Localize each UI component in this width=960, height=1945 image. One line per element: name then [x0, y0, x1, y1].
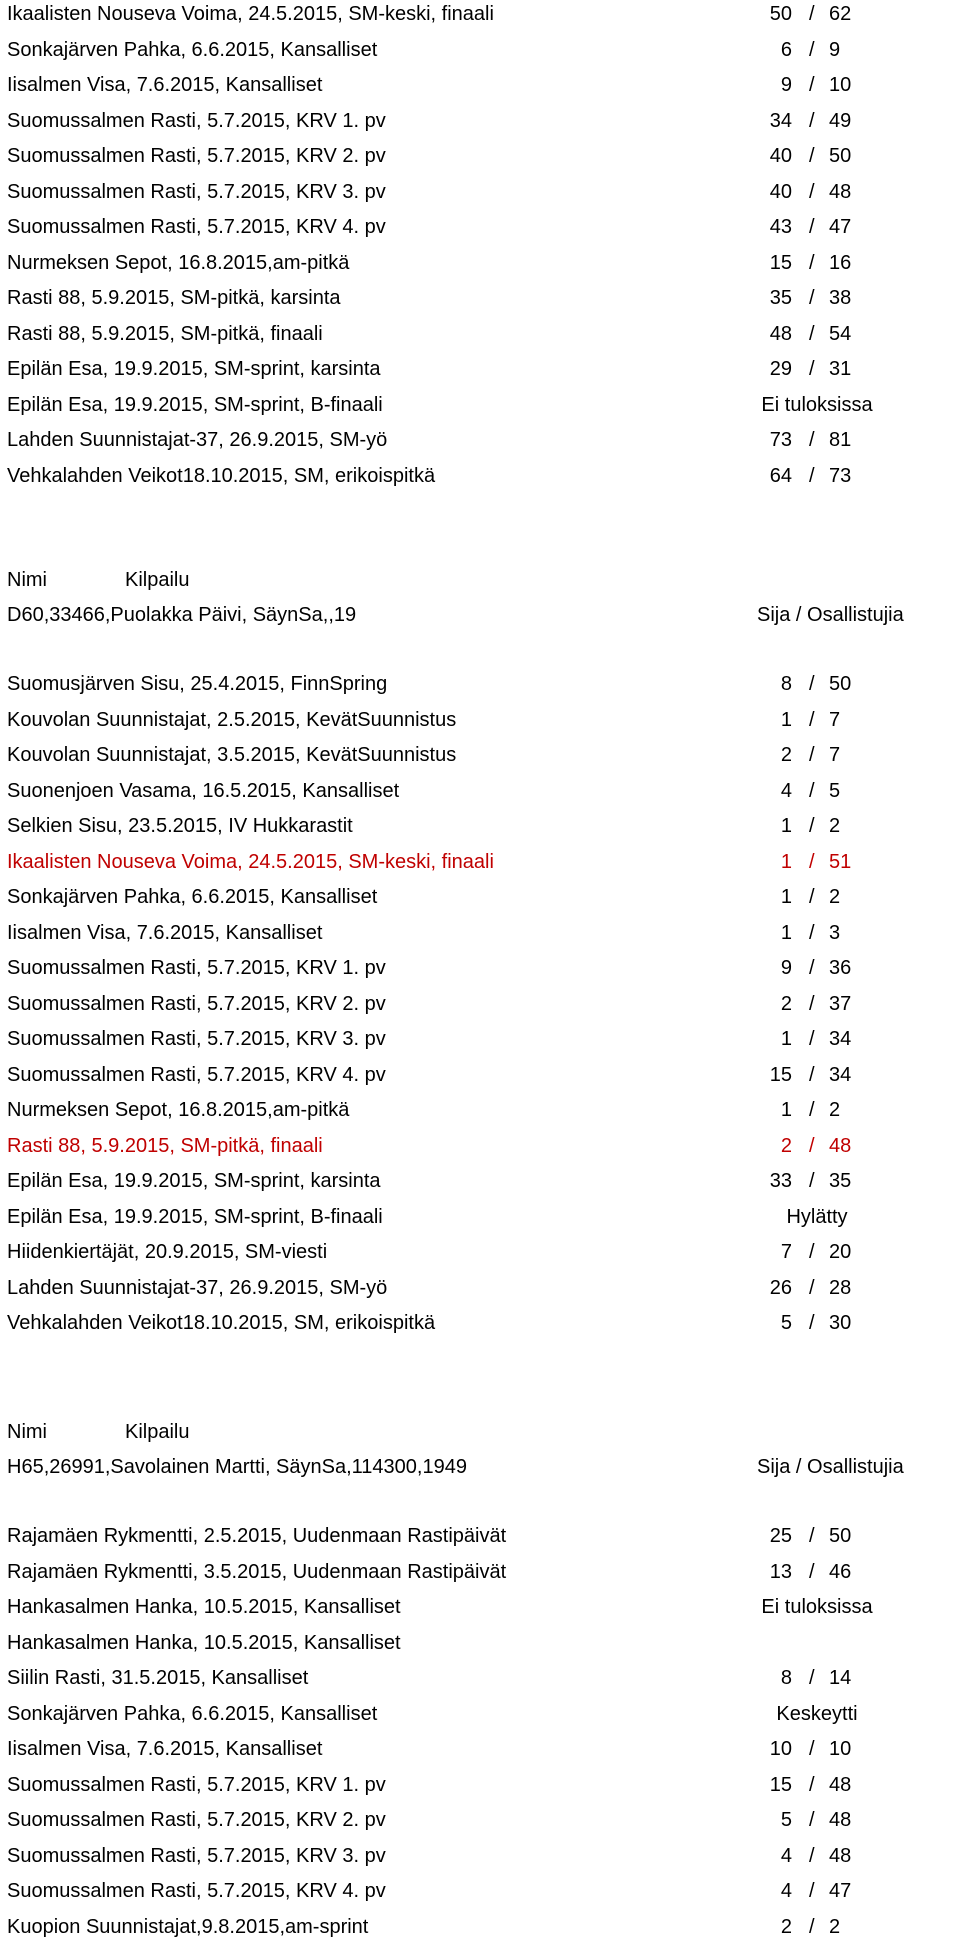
- separator: /: [809, 992, 815, 1015]
- competition-name: Suomussalmen Rasti, 5.7.2015, KRV 3. pv: [7, 1028, 386, 1050]
- participants: 9: [829, 38, 841, 61]
- separator: /: [809, 1880, 815, 1902]
- competition-name: Rasti 88, 5.9.2015, SM-pitkä, karsinta: [7, 287, 341, 309]
- result-row: [7, 352, 957, 387]
- result-row: [7, 1697, 957, 1732]
- placement: 4: [780, 1880, 792, 1902]
- separator: /: [809, 1525, 815, 1547]
- competition-name: Suomussalmen Rasti, 5.7.2015, KRV 1. pv: [7, 1773, 386, 1796]
- placement: 50: [769, 3, 792, 25]
- separator: /: [809, 74, 815, 96]
- separator: /: [809, 708, 815, 731]
- result-status: Ei tuloksissa: [761, 393, 873, 416]
- participants: 34: [829, 1028, 852, 1050]
- result-row: [7, 1058, 957, 1093]
- result-row: [7, 1271, 957, 1306]
- placement: 5: [780, 1809, 792, 1831]
- result-row: [7, 1768, 957, 1803]
- separator: /: [809, 429, 815, 451]
- placement: 10: [769, 1738, 792, 1760]
- separator: /: [795, 1456, 802, 1478]
- competition-name: Suonenjoen Vasama, 16.5.2015, Kansalliset: [7, 779, 400, 802]
- result-value: [747, 1555, 887, 1590]
- competition-name: Rasti 88, 5.9.2015, SM-pitkä, finaali: [7, 1134, 323, 1157]
- participants: 49: [829, 109, 852, 132]
- result-row: [7, 1874, 957, 1909]
- separator: /: [809, 1560, 815, 1583]
- result-row: [7, 33, 957, 68]
- competition-name: Ikaalisten Nouseva Voima, 24.5.2015, SM-keski, finaali: [7, 850, 494, 873]
- separator: /: [809, 216, 815, 238]
- result-value: [747, 916, 887, 951]
- participants: 10: [829, 1738, 852, 1760]
- separator: /: [809, 1773, 815, 1796]
- sija-label: Sija: [757, 1456, 791, 1478]
- result-row: [7, 1661, 957, 1696]
- participants: 47: [829, 216, 852, 238]
- competition-name: Suomussalmen Rasti, 5.7.2015, KRV 4. pv: [7, 1063, 386, 1086]
- separator: /: [809, 464, 815, 487]
- placement: 15: [769, 1773, 792, 1796]
- result-status: Hylätty: [786, 1205, 848, 1228]
- participants: 48: [829, 1134, 852, 1157]
- result-row: [7, 281, 957, 316]
- result-row: [7, 1839, 957, 1874]
- placement: 73: [769, 429, 792, 451]
- result-value: [747, 1306, 887, 1341]
- result-row: [7, 1590, 957, 1625]
- competition-name: Nurmeksen Sepot, 16.8.2015,am-pitkä: [7, 251, 350, 274]
- competition-name: Suomussalmen Rasti, 5.7.2015, KRV 1. pv: [7, 109, 386, 132]
- participants: 38: [829, 287, 852, 309]
- result-value: [747, 667, 887, 702]
- sija-osallistujia-header: [757, 598, 904, 633]
- separator: /: [809, 322, 815, 345]
- participants: 10: [829, 74, 852, 96]
- result-value: [747, 1235, 887, 1270]
- result-value: [747, 1058, 887, 1093]
- result-value: [747, 1874, 887, 1909]
- competition-name: Iisalmen Visa, 7.6.2015, Kansalliset: [7, 74, 323, 96]
- participants: 5: [829, 779, 841, 802]
- participants: 2: [829, 815, 841, 837]
- competition-name: Suomussalmen Rasti, 5.7.2015, KRV 1. pv: [7, 957, 386, 979]
- result-value: [747, 1661, 887, 1696]
- competition-name: Siilin Rasti, 31.5.2015, Kansalliset: [7, 1667, 309, 1689]
- separator: /: [809, 1241, 815, 1263]
- result-value: [747, 423, 887, 458]
- result-row: [7, 210, 957, 245]
- separator: /: [809, 850, 815, 873]
- participants: 2: [829, 886, 841, 908]
- competition-name: Suomussalmen Rasti, 5.7.2015, KRV 3. pv: [7, 1844, 386, 1867]
- result-row: [7, 1235, 957, 1270]
- separator: /: [809, 358, 815, 380]
- result-row: [7, 1626, 957, 1661]
- competition-name: Sonkajärven Pahka, 6.6.2015, Kansalliset: [7, 886, 378, 908]
- participants: 31: [829, 358, 852, 380]
- result-value: [747, 1200, 887, 1235]
- result-value: [747, 68, 887, 103]
- result-row: [7, 845, 957, 880]
- result-row: [7, 1519, 957, 1554]
- participants: 30: [829, 1312, 852, 1334]
- separator: /: [809, 1809, 815, 1831]
- placement: 13: [769, 1560, 792, 1583]
- result-status: Keskeytti: [776, 1702, 858, 1725]
- result-value: [747, 1022, 887, 1057]
- competition-name: Kouvolan Suunnistajat, 2.5.2015, KevätSuunnistus: [7, 708, 457, 731]
- competition-name: Suomussalmen Rasti, 5.7.2015, KRV 4. pv: [7, 216, 386, 238]
- participants: 37: [829, 992, 852, 1015]
- result-value: [747, 246, 887, 281]
- participants: 16: [829, 251, 852, 274]
- result-row: [7, 987, 957, 1022]
- result-row: [7, 423, 957, 458]
- placement: 43: [769, 216, 792, 238]
- competition-name: Lahden Suunnistajat-37, 26.9.2015, SM-yö: [7, 1276, 388, 1299]
- result-row: [7, 1803, 957, 1838]
- placement: 2: [780, 992, 792, 1015]
- participants: 48: [829, 1773, 852, 1796]
- result-row: [7, 1910, 957, 1945]
- placement: 1: [780, 708, 792, 731]
- competition-name: Epilän Esa, 19.9.2015, SM-sprint, B-finaali: [7, 1205, 383, 1228]
- separator: /: [809, 957, 815, 979]
- placement: 15: [769, 251, 792, 274]
- competition-name: Sonkajärven Pahka, 6.6.2015, Kansalliset: [7, 38, 378, 61]
- competition-name: Kuopion Suunnistajat,9.8.2015,am-sprint: [7, 1915, 369, 1938]
- result-value: [747, 987, 887, 1022]
- participants: 48: [829, 1844, 852, 1867]
- result-row: [7, 1306, 957, 1341]
- result-value: [747, 1768, 887, 1803]
- participants: 35: [829, 1170, 852, 1192]
- result-row: [7, 738, 957, 773]
- result-row: [7, 880, 957, 915]
- participants: 14: [829, 1667, 852, 1689]
- placement: 9: [780, 957, 792, 979]
- separator: /: [809, 38, 815, 61]
- competition-name: Epilän Esa, 19.9.2015, SM-sprint, B-finaali: [7, 393, 383, 416]
- participants: 48: [829, 180, 852, 203]
- result-value: [747, 281, 887, 316]
- separator: /: [809, 1667, 815, 1689]
- result-row: [7, 388, 957, 423]
- separator: /: [809, 1099, 815, 1121]
- result-value: [747, 1093, 887, 1128]
- placement: 4: [780, 779, 792, 802]
- competition-name: Epilän Esa, 19.9.2015, SM-sprint, karsinta: [7, 1170, 381, 1192]
- placement: 25: [769, 1525, 792, 1547]
- result-value: [747, 459, 887, 494]
- result-value: [747, 1697, 887, 1732]
- competition-name: Selkien Sisu, 23.5.2015, IV Hukkarastit: [7, 815, 353, 837]
- result-value: [747, 1164, 887, 1199]
- nimi-label: Nimi: [7, 1421, 47, 1443]
- placement: 2: [780, 1134, 792, 1157]
- participants: 48: [829, 1809, 852, 1831]
- placement: 1: [780, 886, 792, 908]
- participants: 50: [829, 673, 852, 695]
- result-row: [7, 774, 957, 809]
- result-value: [747, 1271, 887, 1306]
- athlete-info: D60,33466,Puolakka Päivi, SäynSa,,19: [7, 604, 357, 626]
- result-value: [747, 809, 887, 844]
- separator: /: [809, 1276, 815, 1299]
- placement: 26: [769, 1276, 792, 1299]
- placement: 2: [780, 744, 792, 766]
- participants: 47: [829, 1880, 852, 1902]
- result-value: [747, 845, 887, 880]
- kilpailu-label: Kilpailu: [125, 1421, 190, 1443]
- competition-name: Vehkalahden Veikot18.10.2015, SM, erikoispitkä: [7, 464, 436, 487]
- result-value: [747, 175, 887, 210]
- result-value: [747, 703, 887, 738]
- result-value: [747, 139, 887, 174]
- competition-name: Suomussalmen Rasti, 5.7.2015, KRV 2. pv: [7, 992, 386, 1015]
- placement: 48: [769, 322, 792, 345]
- result-value: [747, 1839, 887, 1874]
- competition-name: Rajamäen Rykmentti, 3.5.2015, Uudenmaan Rastipäivät: [7, 1560, 507, 1583]
- result-row: [7, 0, 957, 32]
- result-value: [747, 1803, 887, 1838]
- participants: 7: [829, 708, 841, 731]
- competition-name: Hankasalmen Hanka, 10.5.2015, Kansalliset: [7, 1631, 401, 1654]
- result-status: Ei tuloksissa: [761, 1596, 873, 1618]
- competition-name: Lahden Suunnistajat-37, 26.9.2015, SM-yö: [7, 429, 388, 451]
- placement: 35: [769, 287, 792, 309]
- placement: 9: [780, 74, 792, 96]
- placement: 40: [769, 180, 792, 203]
- participants: 73: [829, 464, 852, 487]
- placement: 4: [780, 1844, 792, 1867]
- separator: /: [795, 604, 802, 626]
- result-row: [7, 317, 957, 352]
- separator: /: [809, 744, 815, 766]
- placement: 15: [769, 1063, 792, 1086]
- participants: 36: [829, 957, 852, 979]
- placement: 64: [769, 464, 792, 487]
- result-value: [747, 388, 887, 423]
- competition-name: Suomussalmen Rasti, 5.7.2015, KRV 2. pv: [7, 145, 386, 167]
- participants: 51: [829, 850, 852, 873]
- competition-name: Suomussalmen Rasti, 5.7.2015, KRV 2. pv: [7, 1809, 386, 1831]
- participants: 46: [829, 1560, 852, 1583]
- separator: /: [809, 886, 815, 908]
- column-header-row: [7, 1415, 190, 1450]
- separator: /: [809, 921, 815, 944]
- separator: /: [809, 815, 815, 837]
- result-value: [747, 1129, 887, 1164]
- result-value: [747, 880, 887, 915]
- osallistujia-label: Osallistujia: [807, 604, 904, 626]
- placement: 34: [769, 109, 792, 132]
- separator: /: [809, 1028, 815, 1050]
- placement: 40: [769, 145, 792, 167]
- result-value: [747, 317, 887, 352]
- placement: 7: [780, 1241, 792, 1263]
- participants: 54: [829, 322, 852, 345]
- participants: 50: [829, 1525, 852, 1547]
- result-row: [7, 104, 957, 139]
- participants: 28: [829, 1276, 852, 1299]
- result-row: [7, 1093, 957, 1128]
- competition-name: Epilän Esa, 19.9.2015, SM-sprint, karsinta: [7, 358, 381, 380]
- result-row: [7, 1129, 957, 1164]
- result-value: [747, 210, 887, 245]
- participants: 50: [829, 145, 852, 167]
- result-value: [747, 1590, 887, 1625]
- sija-label: Sija: [757, 604, 791, 626]
- participants: 2: [829, 1099, 841, 1121]
- separator: /: [809, 1063, 815, 1086]
- competition-name: Iisalmen Visa, 7.6.2015, Kansalliset: [7, 921, 323, 944]
- result-value: [747, 33, 887, 68]
- competition-name: Nurmeksen Sepot, 16.8.2015,am-pitkä: [7, 1099, 350, 1121]
- competition-name: Iisalmen Visa, 7.6.2015, Kansalliset: [7, 1738, 323, 1760]
- result-row: [7, 667, 957, 702]
- result-value: [747, 1732, 887, 1767]
- separator: /: [809, 109, 815, 132]
- separator: /: [809, 1915, 815, 1938]
- competition-name: Vehkalahden Veikot18.10.2015, SM, erikoispitkä: [7, 1312, 436, 1334]
- placement: 5: [780, 1312, 792, 1334]
- separator: /: [809, 1844, 815, 1867]
- placement: 6: [780, 38, 792, 61]
- placement: 1: [780, 1028, 792, 1050]
- competition-name: Suomussalmen Rasti, 5.7.2015, KRV 4. pv: [7, 1880, 386, 1902]
- separator: /: [809, 1134, 815, 1157]
- result-row: [7, 809, 957, 844]
- competition-name: Sonkajärven Pahka, 6.6.2015, Kansalliset: [7, 1702, 378, 1725]
- separator: /: [809, 145, 815, 167]
- result-row: [7, 246, 957, 281]
- separator: /: [809, 1738, 815, 1760]
- separator: /: [809, 1170, 815, 1192]
- participants: 62: [829, 3, 852, 25]
- result-value: [747, 352, 887, 387]
- result-row: [7, 1164, 957, 1199]
- result-value: [747, 1910, 887, 1945]
- placement: 1: [780, 815, 792, 837]
- kilpailu-label: Kilpailu: [125, 569, 190, 591]
- competition-name: Rasti 88, 5.9.2015, SM-pitkä, finaali: [7, 322, 323, 345]
- placement: 1: [780, 850, 792, 873]
- competition-name: Rajamäen Rykmentti, 2.5.2015, Uudenmaan Rastipäivät: [7, 1525, 507, 1547]
- participants: 81: [829, 429, 852, 451]
- placement: 1: [780, 921, 792, 944]
- osallistujia-label: Osallistujia: [807, 1456, 904, 1478]
- athlete-info: H65,26991,Savolainen Martti, SäynSa,114300,1949: [7, 1456, 467, 1478]
- result-value: [747, 104, 887, 139]
- placement: 2: [780, 1915, 792, 1938]
- sija-osallistujia-header: [757, 1450, 904, 1485]
- participants: 20: [829, 1241, 852, 1263]
- placement: 29: [769, 358, 792, 380]
- nimi-label: Nimi: [7, 569, 47, 591]
- separator: /: [809, 673, 815, 695]
- result-row: [7, 68, 957, 103]
- result-row: [7, 1022, 957, 1057]
- placement: 33: [769, 1170, 792, 1192]
- placement: 8: [780, 1667, 792, 1689]
- separator: /: [809, 1312, 815, 1334]
- competition-name: Kouvolan Suunnistajat, 3.5.2015, KevätSuunnistus: [7, 744, 457, 766]
- result-value: [747, 1519, 887, 1554]
- result-row: [7, 139, 957, 174]
- separator: /: [809, 287, 815, 309]
- result-value: [747, 774, 887, 809]
- participants: 2: [829, 1915, 841, 1938]
- competition-name: Hiidenkiertäjät, 20.9.2015, SM-viesti: [7, 1241, 328, 1263]
- result-row: [7, 459, 957, 494]
- result-row: [7, 1200, 957, 1235]
- separator: /: [809, 3, 815, 25]
- separator: /: [809, 180, 815, 203]
- column-header-row: [7, 563, 190, 598]
- competition-name: Suomusjärven Sisu, 25.4.2015, FinnSpring: [7, 673, 388, 695]
- placement: 8: [780, 673, 792, 695]
- result-value: [747, 0, 887, 32]
- result-row: [7, 1555, 957, 1590]
- result-value: [747, 951, 887, 986]
- placement: 1: [780, 1099, 792, 1121]
- separator: /: [809, 779, 815, 802]
- competition-name: Suomussalmen Rasti, 5.7.2015, KRV 3. pv: [7, 180, 386, 203]
- result-value: [747, 738, 887, 773]
- result-row: [7, 916, 957, 951]
- separator: /: [809, 251, 815, 274]
- result-row: [7, 951, 957, 986]
- competition-name: Ikaalisten Nouseva Voima, 24.5.2015, SM-keski, finaali: [7, 3, 494, 25]
- participants: 7: [829, 744, 841, 766]
- participants: 34: [829, 1063, 852, 1086]
- participants: 3: [829, 921, 841, 944]
- competition-name: Hankasalmen Hanka, 10.5.2015, Kansalliset: [7, 1596, 401, 1618]
- result-row: [7, 175, 957, 210]
- result-row: [7, 1732, 957, 1767]
- result-row: [7, 703, 957, 738]
